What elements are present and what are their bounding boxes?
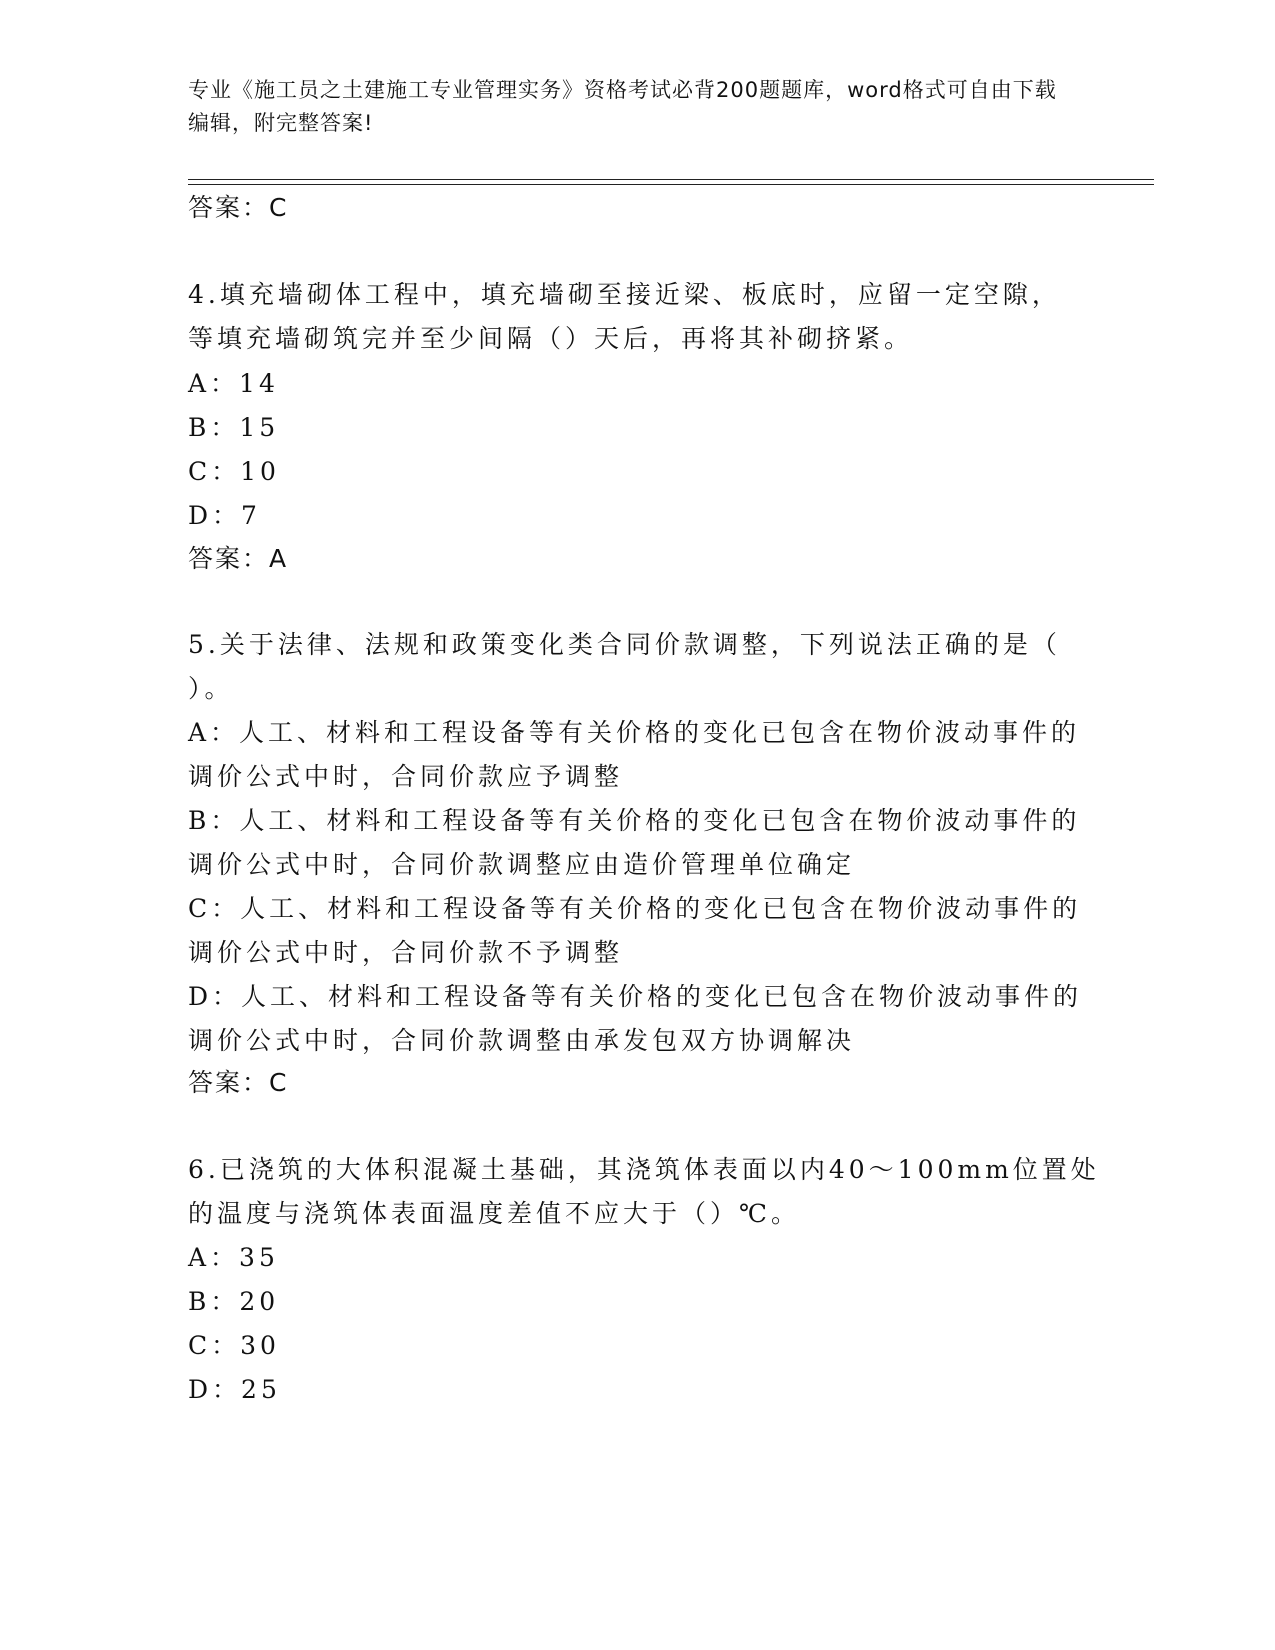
- question-4-option-b: B：15: [188, 413, 280, 442]
- question-4-answer: 答案：A: [188, 544, 289, 573]
- question-5-option-c-line-2: 调价公式中时，合同价款不予调整: [188, 938, 624, 967]
- header-rule-bottom: [188, 184, 1154, 185]
- question-5-stem-line-1: 5.关于法律、法规和政策变化类合同价款调整，下列说法正确的是（: [188, 630, 1061, 659]
- question-4-option-d: D：7: [188, 501, 261, 530]
- question-6-option-b: B：20: [188, 1287, 280, 1316]
- question-5-option-d-line-2: 调价公式中时，合同价款调整由承发包双方协调解决: [188, 1026, 856, 1055]
- answer-previous: 答案：C: [188, 193, 289, 222]
- question-5-option-a-line-2: 调价公式中时，合同价款应予调整: [188, 762, 624, 791]
- question-4-stem-line-1: 4.填充墙砌体工程中，填充墙砌至接近梁、板底时，应留一定空隙，: [188, 280, 1061, 309]
- question-4-option-a: A：14: [188, 369, 279, 398]
- question-5-option-b-line-1: B：人工、材料和工程设备等有关价格的变化已包含在物价波动事件的: [188, 806, 1081, 835]
- question-6-option-d: D：25: [188, 1375, 281, 1404]
- question-6-stem-line-1: 6.已浇筑的大体积混凝土基础，其浇筑体表面以内40～100mm位置处: [188, 1155, 1100, 1184]
- question-5-option-a-line-1: A：人工、材料和工程设备等有关价格的变化已包含在物价波动事件的: [188, 718, 1081, 747]
- question-5-option-d-line-1: D：人工、材料和工程设备等有关价格的变化已包含在物价波动事件的: [188, 982, 1083, 1011]
- header-rule-top: [188, 179, 1154, 180]
- question-5-option-b-line-2: 调价公式中时，合同价款调整应由造价管理单位确定: [188, 850, 856, 879]
- question-5-stem-line-2: ）。: [188, 674, 234, 703]
- question-6-stem-line-2: 的温度与浇筑体表面温度差值不应大于（）℃。: [188, 1199, 800, 1228]
- question-6-option-a: A：35: [188, 1243, 279, 1272]
- question-6-option-c: C：30: [188, 1331, 280, 1360]
- question-5-option-c-line-1: C：人工、材料和工程设备等有关价格的变化已包含在物价波动事件的: [188, 894, 1082, 923]
- question-4-stem-line-2: 等填充墙砌筑完并至少间隔（）天后，再将其补砌挤紧。: [188, 324, 914, 353]
- question-4-option-c: C：10: [188, 457, 280, 486]
- document-header: 专业《施工员之土建施工专业管理实务》资格考试必背200题题库，word格式可自由下载编辑，附完整答案!: [188, 78, 1057, 135]
- question-5-answer: 答案：C: [188, 1068, 289, 1097]
